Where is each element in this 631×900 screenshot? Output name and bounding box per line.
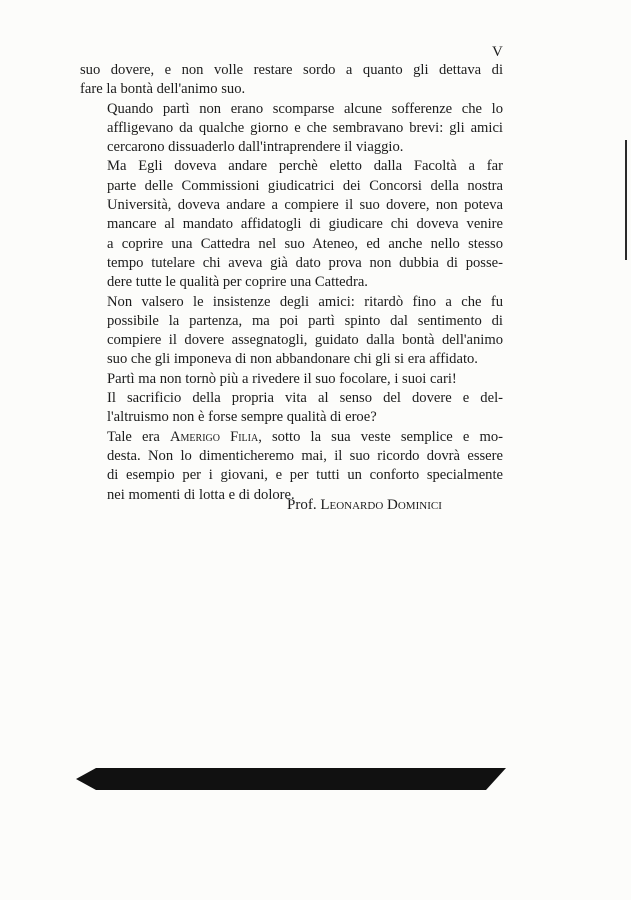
text-line: Tale era Amerigo Filia, sotto la sua veste semplice e mo- <box>107 428 503 445</box>
text-line: Partì ma non tornò più a rivedere il suo focolare, i suoi cari! <box>107 370 457 387</box>
body-text <box>80 61 503 505</box>
text-line: dere tutte le qualità per coprire una Cattedra. <box>107 274 368 291</box>
text-line: desta. Non lo dimenticheremo mai, il suo ricordo dovrà essere <box>107 447 503 464</box>
text-line: suo dovere, e non volle restare sordo a quanto gli dettava di <box>80 62 503 78</box>
text-line: fare la bontà dell'animo suo. <box>80 81 246 98</box>
paragraph <box>80 428 503 505</box>
page-number: V <box>492 44 503 60</box>
text-line: a coprire una Cattedra nel suo Ateneo, ed anche nello stesso <box>107 235 503 252</box>
text-line: Quando partì non erano scomparse alcune sofferenze che lo <box>107 100 503 117</box>
text-line: mancare al mandato affidatogli di giudicare chi doveva venire <box>107 216 503 233</box>
text-line: suo che gli imponeva di non abbandonare chi gli si era affidato. <box>107 351 478 368</box>
paragraph <box>80 370 503 389</box>
text-line: cercarono dissuaderlo dall'intraprendere il viaggio. <box>107 139 404 156</box>
person-name: Amerigo Filia <box>169 428 259 445</box>
text-line: compiere il dovere assegnatogli, guidato dalla bontà dell'animo <box>107 332 503 349</box>
paragraph <box>80 61 503 100</box>
paragraph <box>80 293 503 370</box>
page-edge-mark <box>625 140 627 260</box>
text-line: possibile la partenza, ma poi partì spinto dal sentimento di <box>107 312 503 329</box>
text-line: tempo tutelare chi aveva già dato prova non dubbia di posse- <box>107 254 503 271</box>
text-line: Ma Egli doveva andare perchè eletto dalla Facoltà a far <box>107 158 503 175</box>
paragraph <box>80 389 503 428</box>
text-line: Università, doveva andare a compiere il suo dovere, non poteva <box>107 197 503 214</box>
paragraph <box>80 157 503 292</box>
text-line: affligevano da qualche giorno e che sembravano brevi: gli amici <box>107 119 503 136</box>
signature-title: Prof. <box>287 497 317 513</box>
signature-name: Leonardo Dominici <box>320 497 442 513</box>
text-line: Il sacrificio della propria vita al senso del dovere e del- <box>107 390 503 407</box>
text-line: Non valsero le insistenze degli amici: ritardò fino a che fu <box>107 293 503 310</box>
decorative-rule <box>76 768 506 790</box>
text-line: di esempio per i giovani, e per tutti un conforto specialmente <box>107 467 503 484</box>
signature <box>287 497 442 514</box>
paragraph <box>80 100 503 158</box>
text-line: l'altruismo non è forse sempre qualità di eroe? <box>107 409 377 426</box>
text-line: parte delle Commissioni giudicatrici dei Concorsi della nostra <box>107 177 503 194</box>
text-line: nei momenti di lotta e di dolore. <box>107 486 295 503</box>
